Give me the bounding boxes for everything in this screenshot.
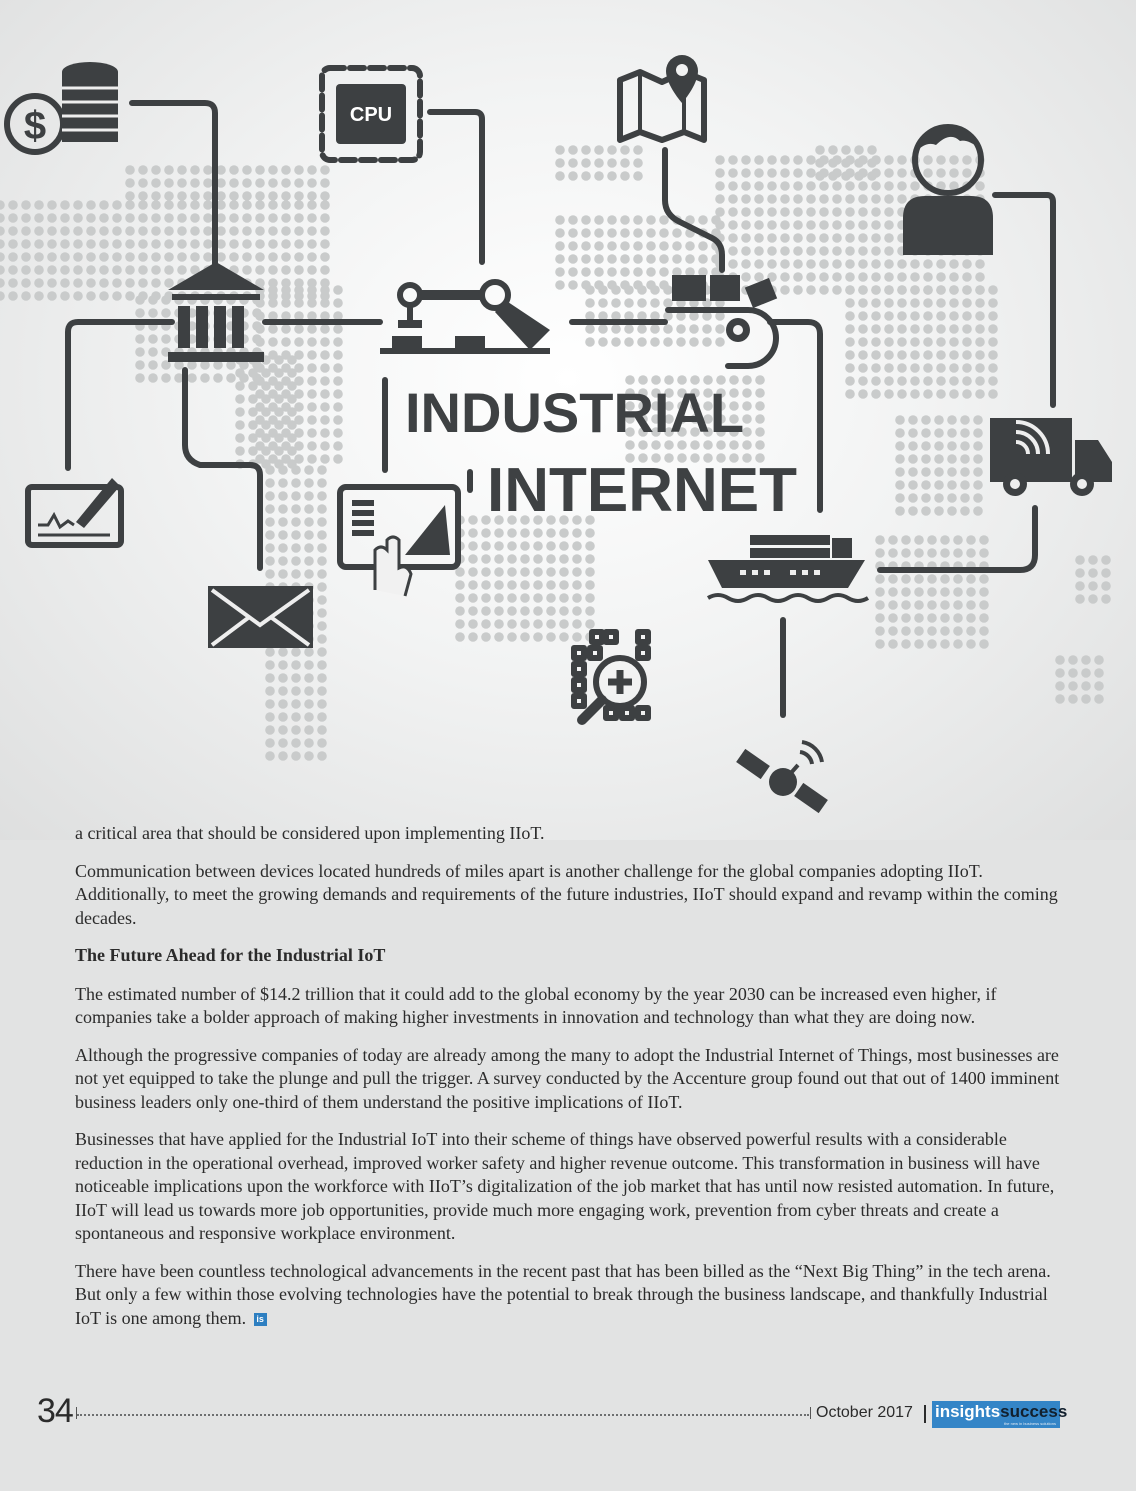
insights-success-logo (932, 1401, 1068, 1428)
magnifier-grid-icon (574, 632, 648, 720)
user-icon (903, 127, 993, 255)
logo-part1: insights (935, 1402, 1001, 1421)
footer-tick-right (810, 1407, 811, 1419)
chart-tablet-icon (28, 478, 121, 545)
delivery-truck-icon (990, 418, 1112, 496)
touch-tablet-icon (340, 487, 458, 596)
satellite-icon (736, 742, 828, 813)
hero-title-line2: INTERNET (487, 456, 797, 525)
dollar-coins-icon (7, 62, 118, 152)
conveyor-gear-icon (668, 275, 777, 366)
paragraph-last (75, 1260, 1065, 1331)
footer-separator (924, 1405, 926, 1423)
paragraph: Businesses that have applied for the Industrial IoT into their scheme of things have observed powerful results with a considerable reduction in the operational overhead, improved worker safety and higher revenue outcome. This transformation in business will have noticeable implications upon the workforce with IIoT’s digitalization of the job market that has until now resisted automation. In future, IIoT will lead us towards more job opportunities, provide much more engaging work, prevention from cyber threats and create a spontaneous and responsive workplace environment. (75, 1129, 1055, 1243)
logo-tagline: the new in business solutions (1003, 1421, 1056, 1426)
footer-tick-left (76, 1407, 77, 1419)
footer-dotted-rule (77, 1414, 809, 1416)
hero-title-line1: INDUSTRIAL (405, 381, 745, 444)
bank-icon (168, 262, 264, 362)
paragraph-last-text: There have been countless technological advancements in the recent past that has been billed as the “Next Big Thing” in the tech arena. But only a few within those evolving technologies have the potential to break through the business landscape, and thankfully Industrial IoT is one among them. (75, 1260, 1051, 1328)
page-number: 34 (37, 1392, 73, 1430)
page-footer (0, 1392, 1136, 1440)
paragraph: a critical area that should be considered upon implementing IIoT. (75, 823, 545, 843)
logo-part2: success (1000, 1402, 1068, 1421)
paragraph: The estimated number of $14.2 trillion that it could add to the global economy by the year 2030 can be increased even higher, if companies take a bolder approach of making higher investments in innovation and technology than what they are doing now. (75, 983, 997, 1027)
svg-text:$: $ (23, 104, 47, 148)
robot-arm-icon (380, 282, 550, 354)
svg-text:CPU: CPU (349, 104, 393, 126)
map-pin-icon (620, 55, 704, 140)
paragraph: Although the progressive companies of today are already among the many to adopt the Industrial Internet of Things, most businesses are not yet equipped to take the plunge and pull the trigger. A survey conducted by the Accenture group found out that out of 1400 imminent business leaders only one-third of them understand the positive implications of IIoT. (75, 1044, 1060, 1112)
paragraph: Communication between devices located hundreds of miles apart is another challenge for the global companies adopting IIoT. Additionally, to meet the growing demands and requirements of the future industries, IIoT should expand and revamp within the coming decades. (75, 860, 1058, 928)
envelope-icon (208, 586, 313, 648)
section-heading: The Future Ahead for the Industrial IoT (75, 945, 386, 965)
issue-date: October 2017 (816, 1404, 913, 1421)
cargo-ship-icon (708, 535, 868, 601)
article-body (75, 822, 1065, 1344)
cpu-chip-icon (322, 68, 420, 160)
end-mark-icon: is (254, 1313, 267, 1326)
